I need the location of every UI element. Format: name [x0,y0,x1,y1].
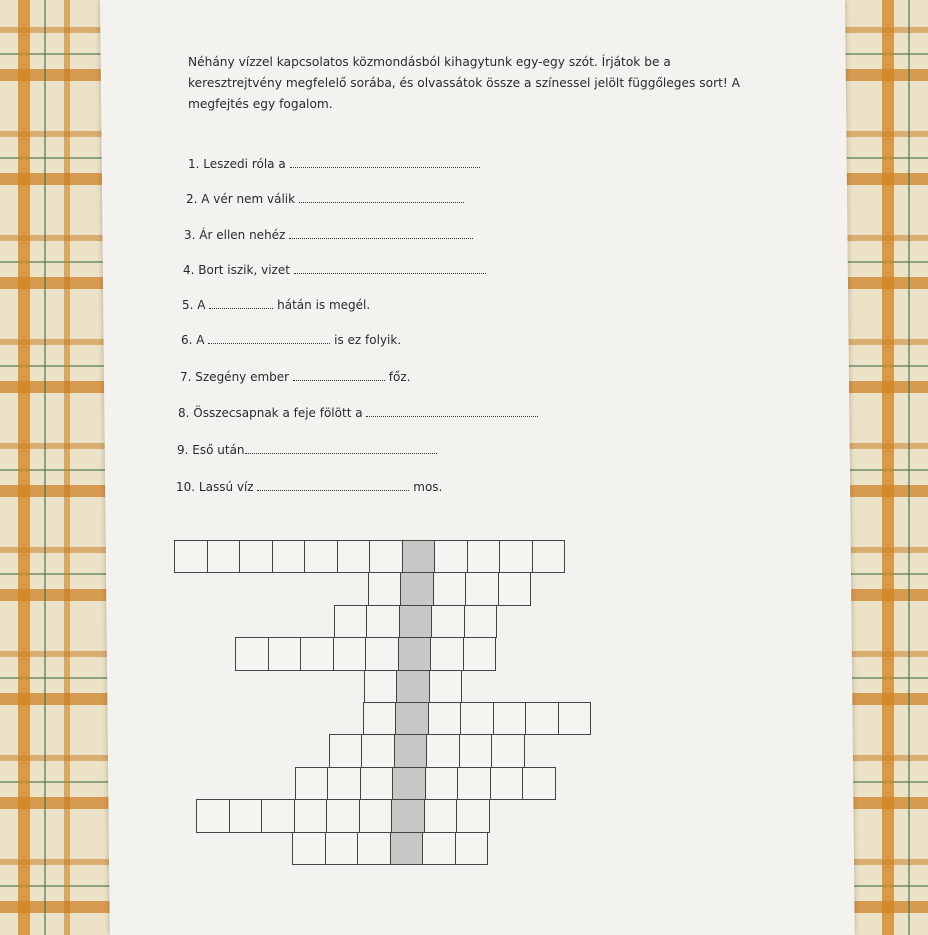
crossword-cell[interactable] [429,670,463,703]
crossword-cell[interactable] [326,799,360,832]
crossword-cell[interactable] [292,832,326,865]
crossword-cell[interactable] [493,702,527,735]
crossword-cell[interactable] [391,799,425,832]
clue-5-end: hátán is megél. [277,298,371,312]
clue-2-text: 2. A vér nem válik [186,192,296,206]
crossword-cell[interactable] [294,799,328,832]
crossword-cell[interactable] [396,670,430,703]
crossword-cell[interactable] [426,734,460,767]
crossword-cell[interactable] [329,734,363,767]
crossword-cell[interactable] [463,637,497,670]
crossword-cell[interactable] [394,734,428,767]
clue-1-text: 1. Leszedi róla a [188,157,286,171]
crossword-cell[interactable] [434,540,468,573]
crossword-cell[interactable] [365,637,399,670]
crossword-cell[interactable] [392,767,426,800]
crossword-cell[interactable] [390,832,424,865]
crossword-cell[interactable] [239,540,273,573]
clue-3-text: 3. Ár ellen nehéz [184,228,286,242]
crossword-cell[interactable] [366,605,400,638]
crossword-cell[interactable] [207,540,241,573]
crossword-cell[interactable] [364,670,398,703]
crossword-cell[interactable] [368,572,402,605]
crossword-cell[interactable] [359,799,393,832]
crossword-cell[interactable] [333,637,367,670]
crossword-cell[interactable] [457,767,491,800]
crossword-cell[interactable] [360,767,394,800]
crossword-cell[interactable] [261,799,295,832]
crossword-cell[interactable] [490,767,524,800]
crossword-cell[interactable] [268,637,302,670]
clue-7-text: 7. Szegény ember [180,370,290,384]
crossword-cell[interactable] [532,540,566,573]
crossword-cell[interactable] [361,734,395,767]
crossword-cell[interactable] [395,702,429,735]
crossword-cell[interactable] [460,702,494,735]
crossword-cell[interactable] [433,572,467,605]
crossword-cell[interactable] [459,734,493,767]
crossword-cell[interactable] [337,540,371,573]
crossword-cell[interactable] [325,832,359,865]
clue-5-text: 5. A [182,298,206,312]
crossword-cell[interactable] [431,605,465,638]
clue-10-end: mos. [413,480,443,494]
crossword-cell[interactable] [525,702,559,735]
clue-9-text: 9. Eső után [177,443,245,457]
crossword-cell[interactable] [357,832,391,865]
crossword-cell[interactable] [558,702,592,735]
clue-4-text: 4. Bort iszik, vizet [183,263,290,277]
instructions-text: Néhány vízzel kapcsolatos közmondásból kihagytunk egy-egy szót. Írjátok be a keresztrejtvény megfelelő sorába, és olvassátok össze a színessel jelölt függőleges sort! A megfejtés egy fogalom. [188,55,740,111]
crossword-cell[interactable] [498,572,532,605]
crossword-cell[interactable] [295,767,329,800]
crossword-cell[interactable] [430,637,464,670]
crossword-cell[interactable] [327,767,361,800]
crossword-cell[interactable] [491,734,525,767]
crossword-cell[interactable] [422,832,456,865]
crossword-cell[interactable] [400,572,434,605]
crossword-cell[interactable] [425,767,459,800]
crossword-cell[interactable] [465,572,499,605]
crossword-cell[interactable] [522,767,556,800]
crossword-cell[interactable] [455,832,489,865]
crossword-cell[interactable] [398,637,432,670]
crossword-cell[interactable] [464,605,498,638]
crossword-cell[interactable] [402,540,436,573]
crossword-cell[interactable] [399,605,433,638]
clue-6-text: 6. A [181,333,205,347]
crossword-cell[interactable] [456,799,490,832]
crossword-cell[interactable] [424,799,458,832]
crossword-cell[interactable] [369,540,403,573]
crossword-cell[interactable] [428,702,462,735]
crossword-cell[interactable] [174,540,208,573]
crossword-cell[interactable] [300,637,334,670]
crossword-cell[interactable] [499,540,533,573]
crossword-cell[interactable] [467,540,501,573]
crossword-cell[interactable] [272,540,306,573]
crossword-cell[interactable] [304,540,338,573]
crossword-cell[interactable] [334,605,368,638]
crossword-cell[interactable] [229,799,263,832]
clue-7-end: főz. [388,370,411,384]
clue-6-end: is ez folyik. [334,333,402,347]
clue-10-text: 10. Lassú víz [176,480,254,494]
crossword-cell[interactable] [235,637,269,670]
clue-8-text: 8. Összecsapnak a feje fölött a [178,406,363,420]
crossword-cell[interactable] [363,702,397,735]
crossword-cell[interactable] [196,799,230,832]
